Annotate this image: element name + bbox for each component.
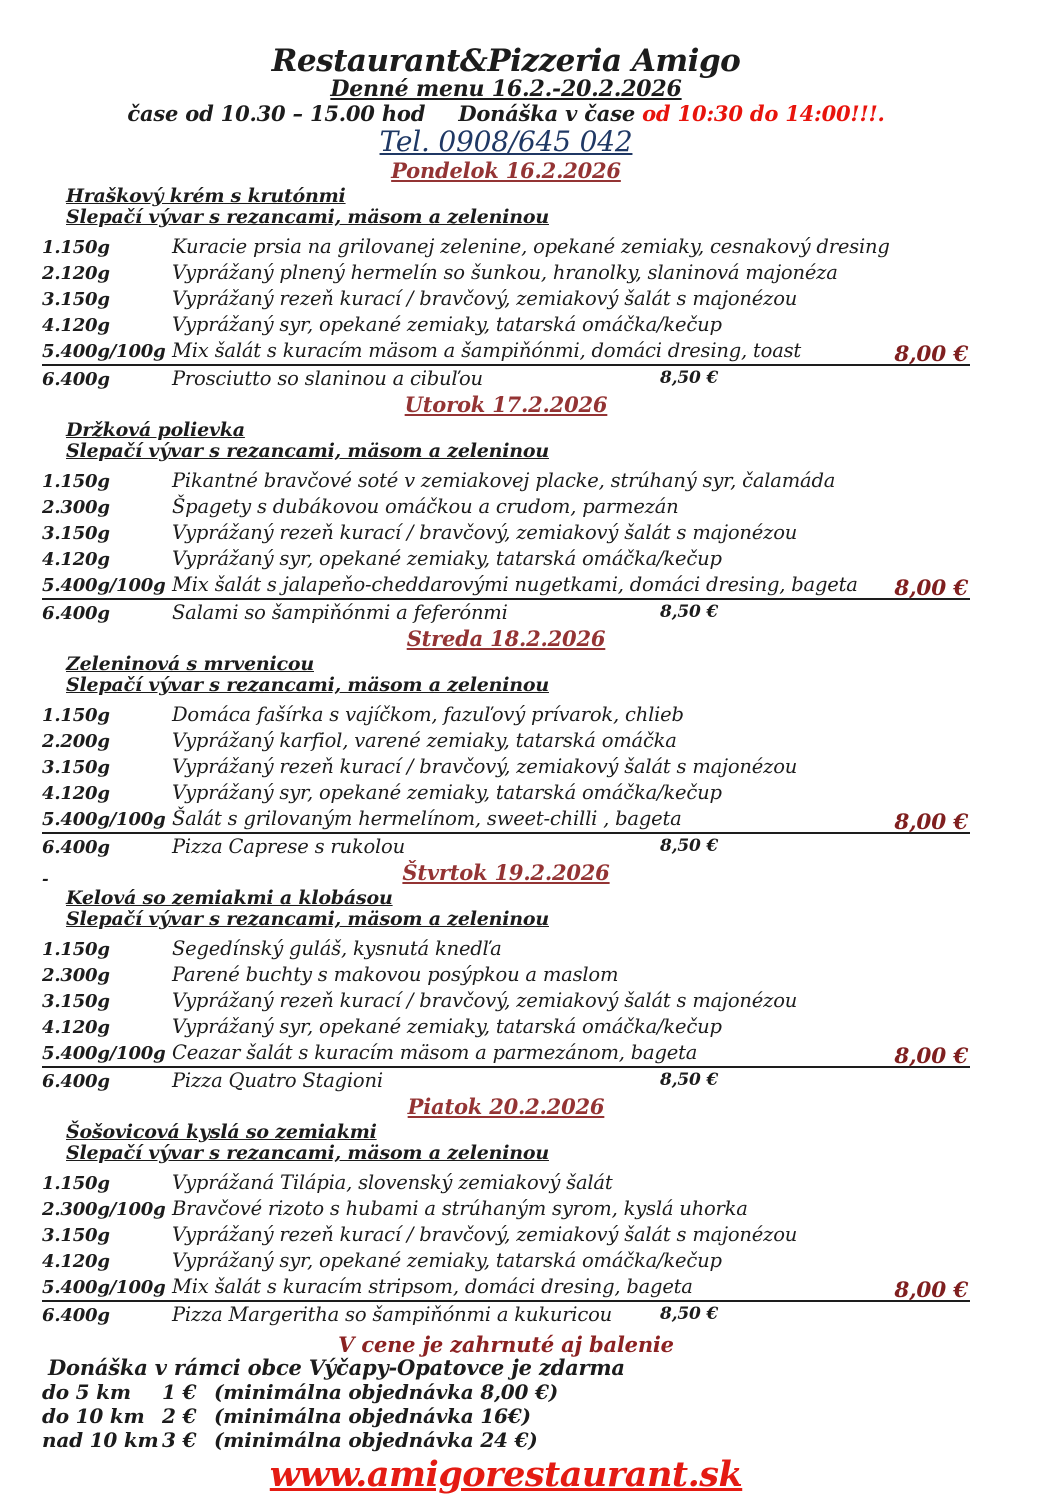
tier-fee: 1 € bbox=[162, 1380, 197, 1404]
item-description: Vyprážaný syr, opekané zemiaky, tatarská omáčka/kečup bbox=[172, 313, 722, 336]
menu-item-row bbox=[42, 1068, 970, 1094]
soup-list bbox=[66, 888, 970, 930]
item-price-featured: 8,00 € bbox=[894, 576, 968, 601]
item-price-featured: 8,00 € bbox=[894, 1044, 968, 1069]
day-section bbox=[42, 158, 970, 392]
menu-item-row bbox=[42, 1302, 970, 1328]
menu-item-row bbox=[42, 702, 970, 728]
day-heading-row bbox=[42, 626, 970, 654]
item-description: Vyprážaný syr, opekané zemiaky, tatarská omáčka/kečup bbox=[172, 1249, 722, 1272]
tier-range: do 10 km bbox=[42, 1404, 145, 1428]
tier-min-order: (minimálna objednávka 8,00 €) bbox=[214, 1380, 558, 1404]
item-weight: 5.400g/100g bbox=[42, 1043, 166, 1064]
day-heading: Streda 18.2.2026 bbox=[406, 626, 606, 651]
day-heading-row bbox=[42, 860, 970, 888]
item-description: Ceazar šalát s kuracím mäsom a parmezánom, bageta bbox=[172, 1041, 698, 1064]
item-weight: 4.120g bbox=[42, 549, 110, 570]
item-price-featured: 8,00 € bbox=[894, 342, 968, 367]
item-price: 8,50 € bbox=[660, 602, 718, 622]
delivery-tier-row bbox=[42, 1428, 970, 1452]
soup-list bbox=[66, 420, 970, 462]
menu-item-row bbox=[42, 962, 970, 988]
menu-item-row bbox=[42, 806, 970, 834]
tier-fee: 3 € bbox=[162, 1428, 197, 1452]
soup-item: Slepačí vývar s rezancami, mäsom a zeleninou bbox=[66, 1142, 549, 1164]
menu-item-row bbox=[42, 546, 970, 572]
soup-item: Zeleninová s mrvenicou bbox=[66, 653, 314, 675]
menu-item-row bbox=[42, 572, 970, 600]
delivery-tier-row bbox=[42, 1380, 970, 1404]
menu-item-row bbox=[42, 1222, 970, 1248]
item-weight: 1.150g bbox=[42, 939, 110, 960]
item-price: 8,50 € bbox=[660, 368, 718, 388]
item-description: Bravčové rizoto s hubami a strúhaným syrom, kyslá uhorka bbox=[172, 1197, 748, 1220]
day-section bbox=[42, 860, 970, 1094]
item-description: Vyprážaný karfiol, varené zemiaky, tatarská omáčka bbox=[172, 729, 677, 752]
menu-item-row bbox=[42, 468, 970, 494]
item-description: Vyprážaný rezeň kurací / bravčový, zemiakový šalát s majonézou bbox=[172, 989, 798, 1012]
menu-item-row bbox=[42, 494, 970, 520]
item-price: 8,50 € bbox=[660, 1070, 718, 1090]
item-description: Salami so šampiňónmi a feferónmi bbox=[172, 601, 508, 624]
soup-item: Slepačí vývar s rezancami, mäsom a zeleninou bbox=[66, 674, 549, 696]
item-weight: 2.200g bbox=[42, 731, 110, 752]
item-description: Vyprážaný syr, opekané zemiaky, tatarská omáčka/kečup bbox=[172, 547, 722, 570]
item-description: Vyprážaný rezeň kurací / bravčový, zemiakový šalát s majonézou bbox=[172, 521, 798, 544]
item-weight: 3.150g bbox=[42, 523, 110, 544]
item-description: Mix šalát s jalapeňo-cheddarovými nugetkami, domáci dresing, bageta bbox=[172, 573, 858, 596]
tier-fee: 2 € bbox=[162, 1404, 197, 1428]
website-row bbox=[42, 1454, 970, 1502]
page-title: Restaurant&Pizzeria Amigo bbox=[271, 43, 741, 79]
item-weight: 4.120g bbox=[42, 1017, 110, 1038]
item-description: Pizza Quatro Stagioni bbox=[172, 1069, 383, 1092]
website-link[interactable]: www.amigorestaurant.sk bbox=[269, 1454, 743, 1495]
menu-item-list bbox=[42, 1170, 970, 1328]
menu-item-row bbox=[42, 834, 970, 860]
item-description: Segedínský guláš, kysnutá knedľa bbox=[172, 937, 502, 960]
menu-item-row bbox=[42, 1274, 970, 1302]
menu-item-list bbox=[42, 234, 970, 392]
item-description: Pizza Margeritha so šampiňónmi a kukuricou bbox=[172, 1303, 612, 1326]
opening-hours-line bbox=[42, 101, 970, 126]
menu-item-row bbox=[42, 728, 970, 754]
item-description: Vyprážaný rezeň kurací / bravčový, zemiakový šalát s majonézou bbox=[172, 287, 798, 310]
item-description: Pizza Caprese s rukolou bbox=[172, 835, 405, 858]
item-price: 8,50 € bbox=[660, 1304, 718, 1324]
menu-item-list bbox=[42, 468, 970, 626]
menu-item-row bbox=[42, 1014, 970, 1040]
soup-list bbox=[66, 1122, 970, 1164]
menu-item-row bbox=[42, 520, 970, 546]
item-weight: 2.300g bbox=[42, 965, 110, 986]
item-weight: 2.300g/100g bbox=[42, 1199, 166, 1220]
packaging-note: V cene je zahrnuté aj balenie bbox=[338, 1332, 674, 1357]
day-section bbox=[42, 392, 970, 626]
menu-item-row bbox=[42, 936, 970, 962]
item-description: Mix šalát s kuracím mäsom a šampiňónmi, domáci dresing, toast bbox=[172, 339, 802, 362]
menu-week-subtitle: Denné menu 16.2.-20.2.2026 bbox=[330, 76, 682, 102]
item-weight: 1.150g bbox=[42, 705, 110, 726]
menu-item-list bbox=[42, 702, 970, 860]
item-weight: 2.120g bbox=[42, 263, 110, 284]
soup-item: Slepačí vývar s rezancami, mäsom a zeleninou bbox=[66, 206, 549, 228]
item-weight: 5.400g/100g bbox=[42, 809, 166, 830]
soup-item: Šošovicová kyslá so zemiakmi bbox=[66, 1121, 377, 1143]
item-description: Vyprážaný rezeň kurací / bravčový, zemiakový šalát s majonézou bbox=[172, 1223, 798, 1246]
item-description: Parené buchty s makovou posýpkou a maslom bbox=[172, 963, 619, 986]
item-weight: 5.400g/100g bbox=[42, 341, 166, 362]
item-weight: 4.120g bbox=[42, 315, 110, 336]
menu-item-row bbox=[42, 600, 970, 626]
item-price-featured: 8,00 € bbox=[894, 1278, 968, 1303]
menu-item-row bbox=[42, 780, 970, 806]
day-heading-row bbox=[42, 158, 970, 186]
soup-item: Hraškový krém s krutónmi bbox=[66, 185, 346, 207]
menu-item-list bbox=[42, 936, 970, 1094]
tier-range: nad 10 km bbox=[42, 1428, 159, 1452]
item-weight: 1.150g bbox=[42, 1173, 110, 1194]
phone-number-link[interactable]: Tel. 0908/645 042 bbox=[379, 125, 633, 158]
tier-min-order: (minimálna objednávka 24 €) bbox=[214, 1428, 538, 1452]
menu-item-row bbox=[42, 260, 970, 286]
menu-item-row bbox=[42, 988, 970, 1014]
menu-item-row bbox=[42, 754, 970, 780]
item-price-featured: 8,00 € bbox=[894, 810, 968, 835]
soup-item: Kelová so zemiakmi a klobásou bbox=[66, 887, 393, 909]
day-heading: Pondelok 16.2.2026 bbox=[391, 158, 621, 183]
menu-item-row bbox=[42, 286, 970, 312]
day-heading: Utorok 17.2.2026 bbox=[404, 392, 608, 417]
day-heading: Piatok 20.2.2026 bbox=[407, 1094, 605, 1119]
soup-item: Slepačí vývar s rezancami, mäsom a zeleninou bbox=[66, 908, 549, 930]
stray-dash-text: - bbox=[42, 869, 49, 888]
item-weight: 3.150g bbox=[42, 757, 110, 778]
item-description: Šalát s grilovaným hermelínom, sweet-chilli , bageta bbox=[172, 807, 682, 830]
menu-item-row bbox=[42, 1040, 970, 1068]
item-weight: 6.400g bbox=[42, 369, 110, 390]
menu-item-row bbox=[42, 312, 970, 338]
item-description: Vyprážaný syr, opekané zemiaky, tatarská omáčka/kečup bbox=[172, 781, 722, 804]
daily-menu-list bbox=[42, 158, 970, 1328]
item-weight: 3.150g bbox=[42, 991, 110, 1012]
tier-range: do 5 km bbox=[42, 1380, 131, 1404]
menu-item-row bbox=[42, 366, 970, 392]
day-heading-row bbox=[42, 392, 970, 420]
day-heading: Štvrtok 19.2.2026 bbox=[402, 860, 610, 885]
delivery-tier-row bbox=[42, 1404, 970, 1428]
delivery-time-notice: od 10:30 do 14:00!!!. bbox=[642, 101, 885, 126]
menu-item-row bbox=[42, 1196, 970, 1222]
menu-item-row bbox=[42, 1248, 970, 1274]
day-heading-row bbox=[42, 1094, 970, 1122]
item-weight: 1.150g bbox=[42, 471, 110, 492]
item-weight: 2.300g bbox=[42, 497, 110, 518]
menu-item-row bbox=[42, 338, 970, 366]
item-weight: 3.150g bbox=[42, 289, 110, 310]
day-section bbox=[42, 626, 970, 860]
tier-min-order: (minimálna objednávka 16€) bbox=[214, 1404, 531, 1428]
item-description: Špagety s dubákovou omáčkou a crudom, parmezán bbox=[172, 495, 679, 518]
soup-list bbox=[66, 186, 970, 228]
menu-item-row bbox=[42, 1170, 970, 1196]
free-delivery-note: Donáška v rámci obce Výčapy-Opatovce je zdarma bbox=[48, 1355, 625, 1380]
item-description: Prosciutto so slaninou a cibuľou bbox=[172, 367, 483, 390]
item-description: Vyprážaný syr, opekané zemiaky, tatarská omáčka/kečup bbox=[172, 1015, 722, 1038]
item-price: 8,50 € bbox=[660, 836, 718, 856]
item-weight: 6.400g bbox=[42, 1071, 110, 1092]
item-weight: 5.400g/100g bbox=[42, 1277, 166, 1298]
item-weight: 6.400g bbox=[42, 837, 110, 858]
item-weight: 6.400g bbox=[42, 1305, 110, 1326]
item-weight: 4.120g bbox=[42, 783, 110, 804]
item-description: Mix šalát s kuracím stripsom, domáci dresing, bageta bbox=[172, 1275, 693, 1298]
item-description: Vyprážaný plnený hermelín so šunkou, hranolky, slaninová majonéza bbox=[172, 261, 838, 284]
item-description: Vyprážaný rezeň kurací / bravčový, zemiakový šalát s majonézou bbox=[172, 755, 798, 778]
item-weight: 5.400g/100g bbox=[42, 575, 166, 596]
item-description: Domáca fašírka s vajíčkom, fazuľový prívarok, chlieb bbox=[172, 703, 684, 726]
item-description: Kuracie prsia na grilovanej zelenine, opekané zemiaky, cesnakový dresing bbox=[172, 235, 890, 258]
footer bbox=[42, 1334, 970, 1502]
day-section bbox=[42, 1094, 970, 1328]
soup-list bbox=[66, 654, 970, 696]
item-weight: 3.150g bbox=[42, 1225, 110, 1246]
item-weight: 4.120g bbox=[42, 1251, 110, 1272]
soup-item: Slepačí vývar s rezancami, mäsom a zeleninou bbox=[66, 440, 549, 462]
item-description: Vyprážaná Tilápia, slovenský zemiakový šalát bbox=[172, 1171, 613, 1194]
delivery-label: Donáška v čase bbox=[458, 101, 635, 126]
opening-hours: čase od 10.30 – 15.00 hod bbox=[127, 101, 426, 126]
item-description: Pikantné bravčové soté v zemiakovej placke, strúhaný syr, čalamáda bbox=[172, 469, 836, 492]
menu-item-row bbox=[42, 234, 970, 260]
item-weight: 1.150g bbox=[42, 237, 110, 258]
soup-item: Držková polievka bbox=[66, 419, 245, 441]
item-weight: 6.400g bbox=[42, 603, 110, 624]
